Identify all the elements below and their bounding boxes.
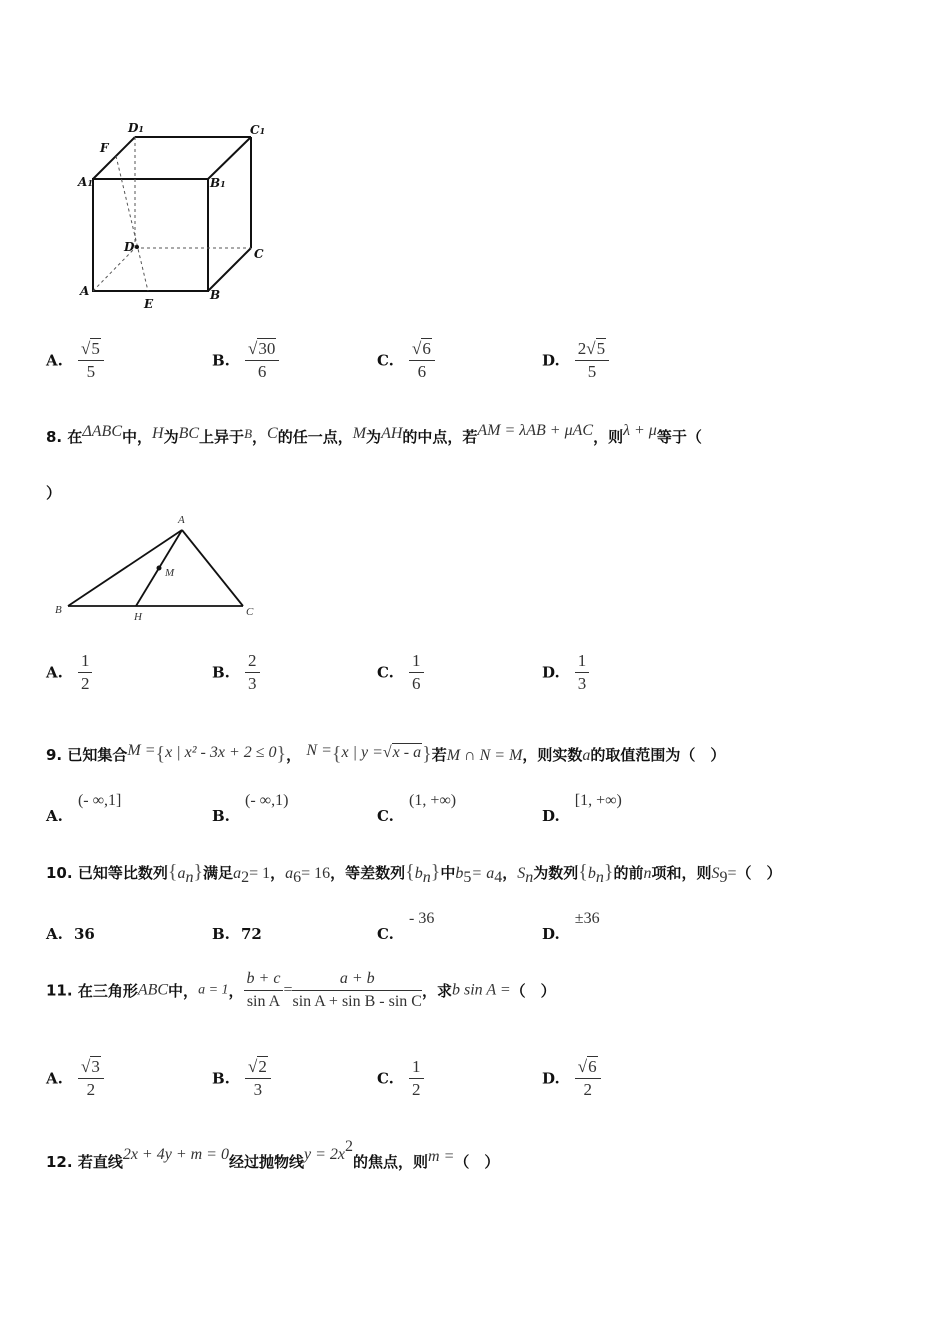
q12-stem: 12. 若直线2x + 4y + m = 0经过抛物线$y = 2x^2$的焦点，则m =（ ）	[46, 1138, 500, 1171]
q11-right-fraction: $\frac{a + b}{\text{sin A + sin B - sin C}}$	[292, 970, 422, 1010]
q9-option-b[interactable]: B. (- ∞,1)	[212, 792, 289, 825]
q7-d-fraction: $\frac{2√5}{5}$	[575, 338, 609, 383]
q11-option-a[interactable]: A. $\frac{√3}{2}$	[46, 1056, 104, 1101]
q9-option-d[interactable]: D. [1, +∞)	[542, 792, 622, 825]
label-d: D	[124, 240, 135, 254]
q9-option-c[interactable]: C. (1, +∞)	[377, 792, 457, 825]
q11-option-c[interactable]: C. $\frac{1}{2}$	[377, 1056, 424, 1101]
q10-option-a[interactable]: A. 36	[46, 925, 95, 943]
q7-option-c[interactable]: C. $\frac{√6}{6}$	[377, 338, 435, 383]
q10-stem: 10. 已知等比数列$\{a_n\}$满足$a_2= 1$，$a_6= 16$，等差数列$\{b_n\}$中$b_5= a_4$，$S_n$为数列$\{b_n\}$的前n项和，则$S_9=$（ ）	[46, 861, 782, 886]
q10-option-b[interactable]: B. 72	[212, 925, 262, 943]
q11-option-d[interactable]: D. $\frac{√6}{2}$	[542, 1056, 601, 1101]
tri-label-b: B	[55, 604, 62, 616]
label-a1: A1	[78, 175, 93, 189]
label-d1: D1	[128, 121, 144, 135]
q8-option-c[interactable]: C. $\frac{1}{6}$	[377, 650, 424, 695]
q9-stem: 9. 已知集合M ={x | x² - 3x + 2 ≤ 0}， N ={x | y =√x - a}若M ∩ N = M，则实数a的取值范围为（ ）	[46, 742, 726, 765]
label-b1: B1	[210, 176, 226, 190]
q11-stem: 11. 在三角形ABC中，a = 1， $\frac{b + c}{\text{sin A}}$ = $\frac{a + b}{\text{sin A + sin B - sin C}}$ ，求b sin A =（ ）	[46, 968, 556, 1013]
q8-stem: 8. 在ΔABC中，H为BC上异于B，C的任一点，M为AH的中点，若AM = λAB + μAC，则λ + μ等于（	[46, 422, 702, 446]
q11-option-b[interactable]: B. $\frac{√2}{3}$	[212, 1056, 271, 1101]
q7-a-fraction: $\frac{√5}{5}$	[78, 338, 104, 383]
q8-option-d[interactable]: D. $\frac{1}{3}$	[542, 650, 589, 695]
label-f: F	[100, 141, 109, 155]
q7-option-a[interactable]: A. $\frac{√5}{5}$	[46, 338, 104, 383]
q8-option-a[interactable]: A. $\frac{1}{2}$	[46, 650, 92, 695]
tri-label-m: M	[165, 567, 175, 579]
triangle-figure	[50, 512, 270, 627]
label-b: B	[210, 288, 221, 302]
label-c1: C1	[250, 123, 266, 137]
tri-label-a: A	[178, 514, 185, 526]
q11-left-fraction: $\frac{b + c}{\text{sin A}}$	[244, 968, 284, 1013]
q10-option-d[interactable]: D. ±36	[542, 910, 600, 943]
label-c: C	[254, 247, 264, 261]
q9-option-a[interactable]: A. (- ∞,1]	[46, 792, 122, 825]
tri-label-h: H	[134, 611, 142, 623]
q8-stem-close: ）	[46, 484, 62, 502]
q10-option-c[interactable]: C. - 36	[377, 910, 435, 943]
q7-option-d[interactable]: D. $\frac{2√5}{5}$	[542, 338, 609, 383]
q7-option-b[interactable]: B. $\frac{√30}{6}$	[212, 338, 279, 383]
tri-label-c: C	[246, 606, 254, 618]
cube-figure	[60, 115, 290, 315]
label-e: E	[144, 297, 154, 311]
q8-option-b[interactable]: B. $\frac{2}{3}$	[212, 650, 260, 695]
q7-b-fraction: $\frac{√30}{6}$	[245, 338, 279, 383]
q7-c-fraction: $\frac{√6}{6}$	[409, 338, 435, 383]
label-a: A	[80, 284, 90, 298]
